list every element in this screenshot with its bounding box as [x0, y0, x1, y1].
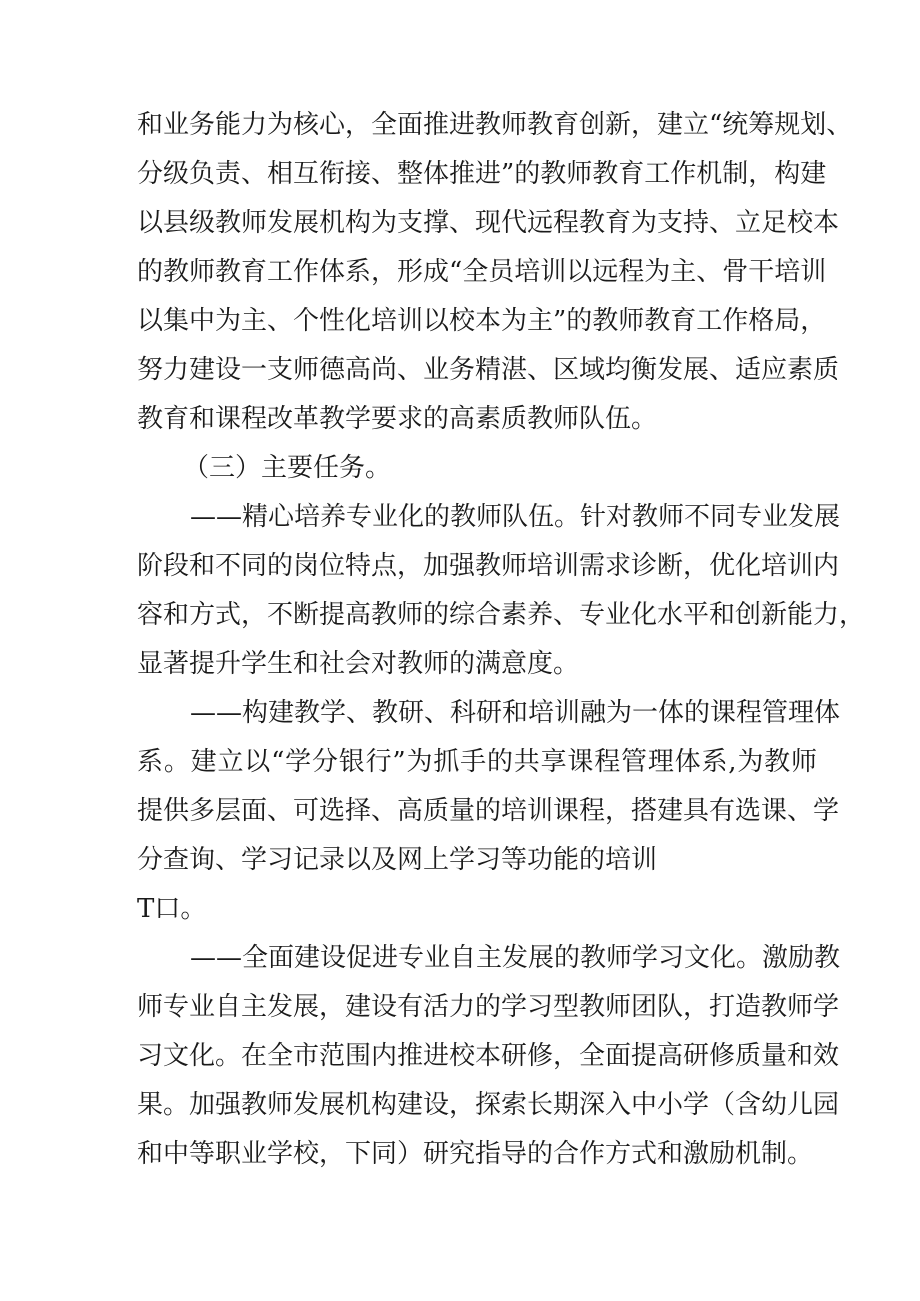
paragraph-line: 的教师教育工作体系，形成“全员培训以远程为主、骨干培训: [137, 257, 827, 287]
paragraph-line: T口。: [137, 894, 207, 924]
paragraph-line: ——全面建设促进专业自主发展的教师学习文化。激励教: [190, 943, 841, 973]
paragraph-line: 果。加强教师发展机构建设，探索长期深入中小学（含幼儿园: [137, 1090, 840, 1120]
paragraph-line: 容和方式，不断提高教师的综合素养、专业化水平和创新能力，: [137, 600, 866, 630]
paragraph-line: 显著提升学生和社会对教师的满意度。: [137, 649, 580, 679]
paragraph-line: 习文化。在全市范围内推进校本研修，全面提高研修质量和效: [137, 1041, 840, 1071]
paragraph-line: 师专业自主发展，建设有活力的学习型教师团队，打造教师学: [137, 992, 840, 1022]
paragraph-line: 以集中为主、个性化培训以校本为主”的教师教育工作格局，: [137, 306, 827, 336]
paragraph-line: 教育和课程改革教学要求的高素质教师队伍。: [137, 404, 658, 434]
paragraph-line: 以县级教师发展机构为支撑、现代远程教育为支持、立足校本: [137, 208, 840, 238]
paragraph-line: 和中等职业学校，下同）研究指导的合作方式和激励机制。: [137, 1139, 814, 1169]
paragraph-line: 分查询、学习记录以及网上学习等功能的培训: [137, 845, 658, 875]
paragraph-line: 努力建设一支师德高尚、业务精湛、区域均衡发展、适应素质: [137, 355, 840, 385]
paragraph-line: ——构建教学、教研、科研和培训融为一体的课程管理体: [190, 698, 841, 728]
paragraph-line: 和业务能力为核心，全面推进教师教育创新，建立“统筹规划、: [137, 110, 853, 140]
paragraph-line: 提供多层面、可选择、高质量的培训课程，搭建具有选课、学: [137, 796, 840, 826]
section-heading: （三）主要任务。: [183, 453, 392, 483]
paragraph-line: 阶段和不同的岗位特点，加强教师培训需求诊断，优化培训内: [137, 551, 840, 581]
paragraph-line: 系。建立以“学分银行”为抓手的共享课程管理体系,为教师: [137, 747, 817, 777]
paragraph-line: ——精心培养专业化的教师队伍。针对教师不同专业发展: [190, 502, 841, 532]
paragraph-line: 分级负责、相互衔接、整体推进”的教师教育工作机制，构建: [137, 159, 827, 189]
